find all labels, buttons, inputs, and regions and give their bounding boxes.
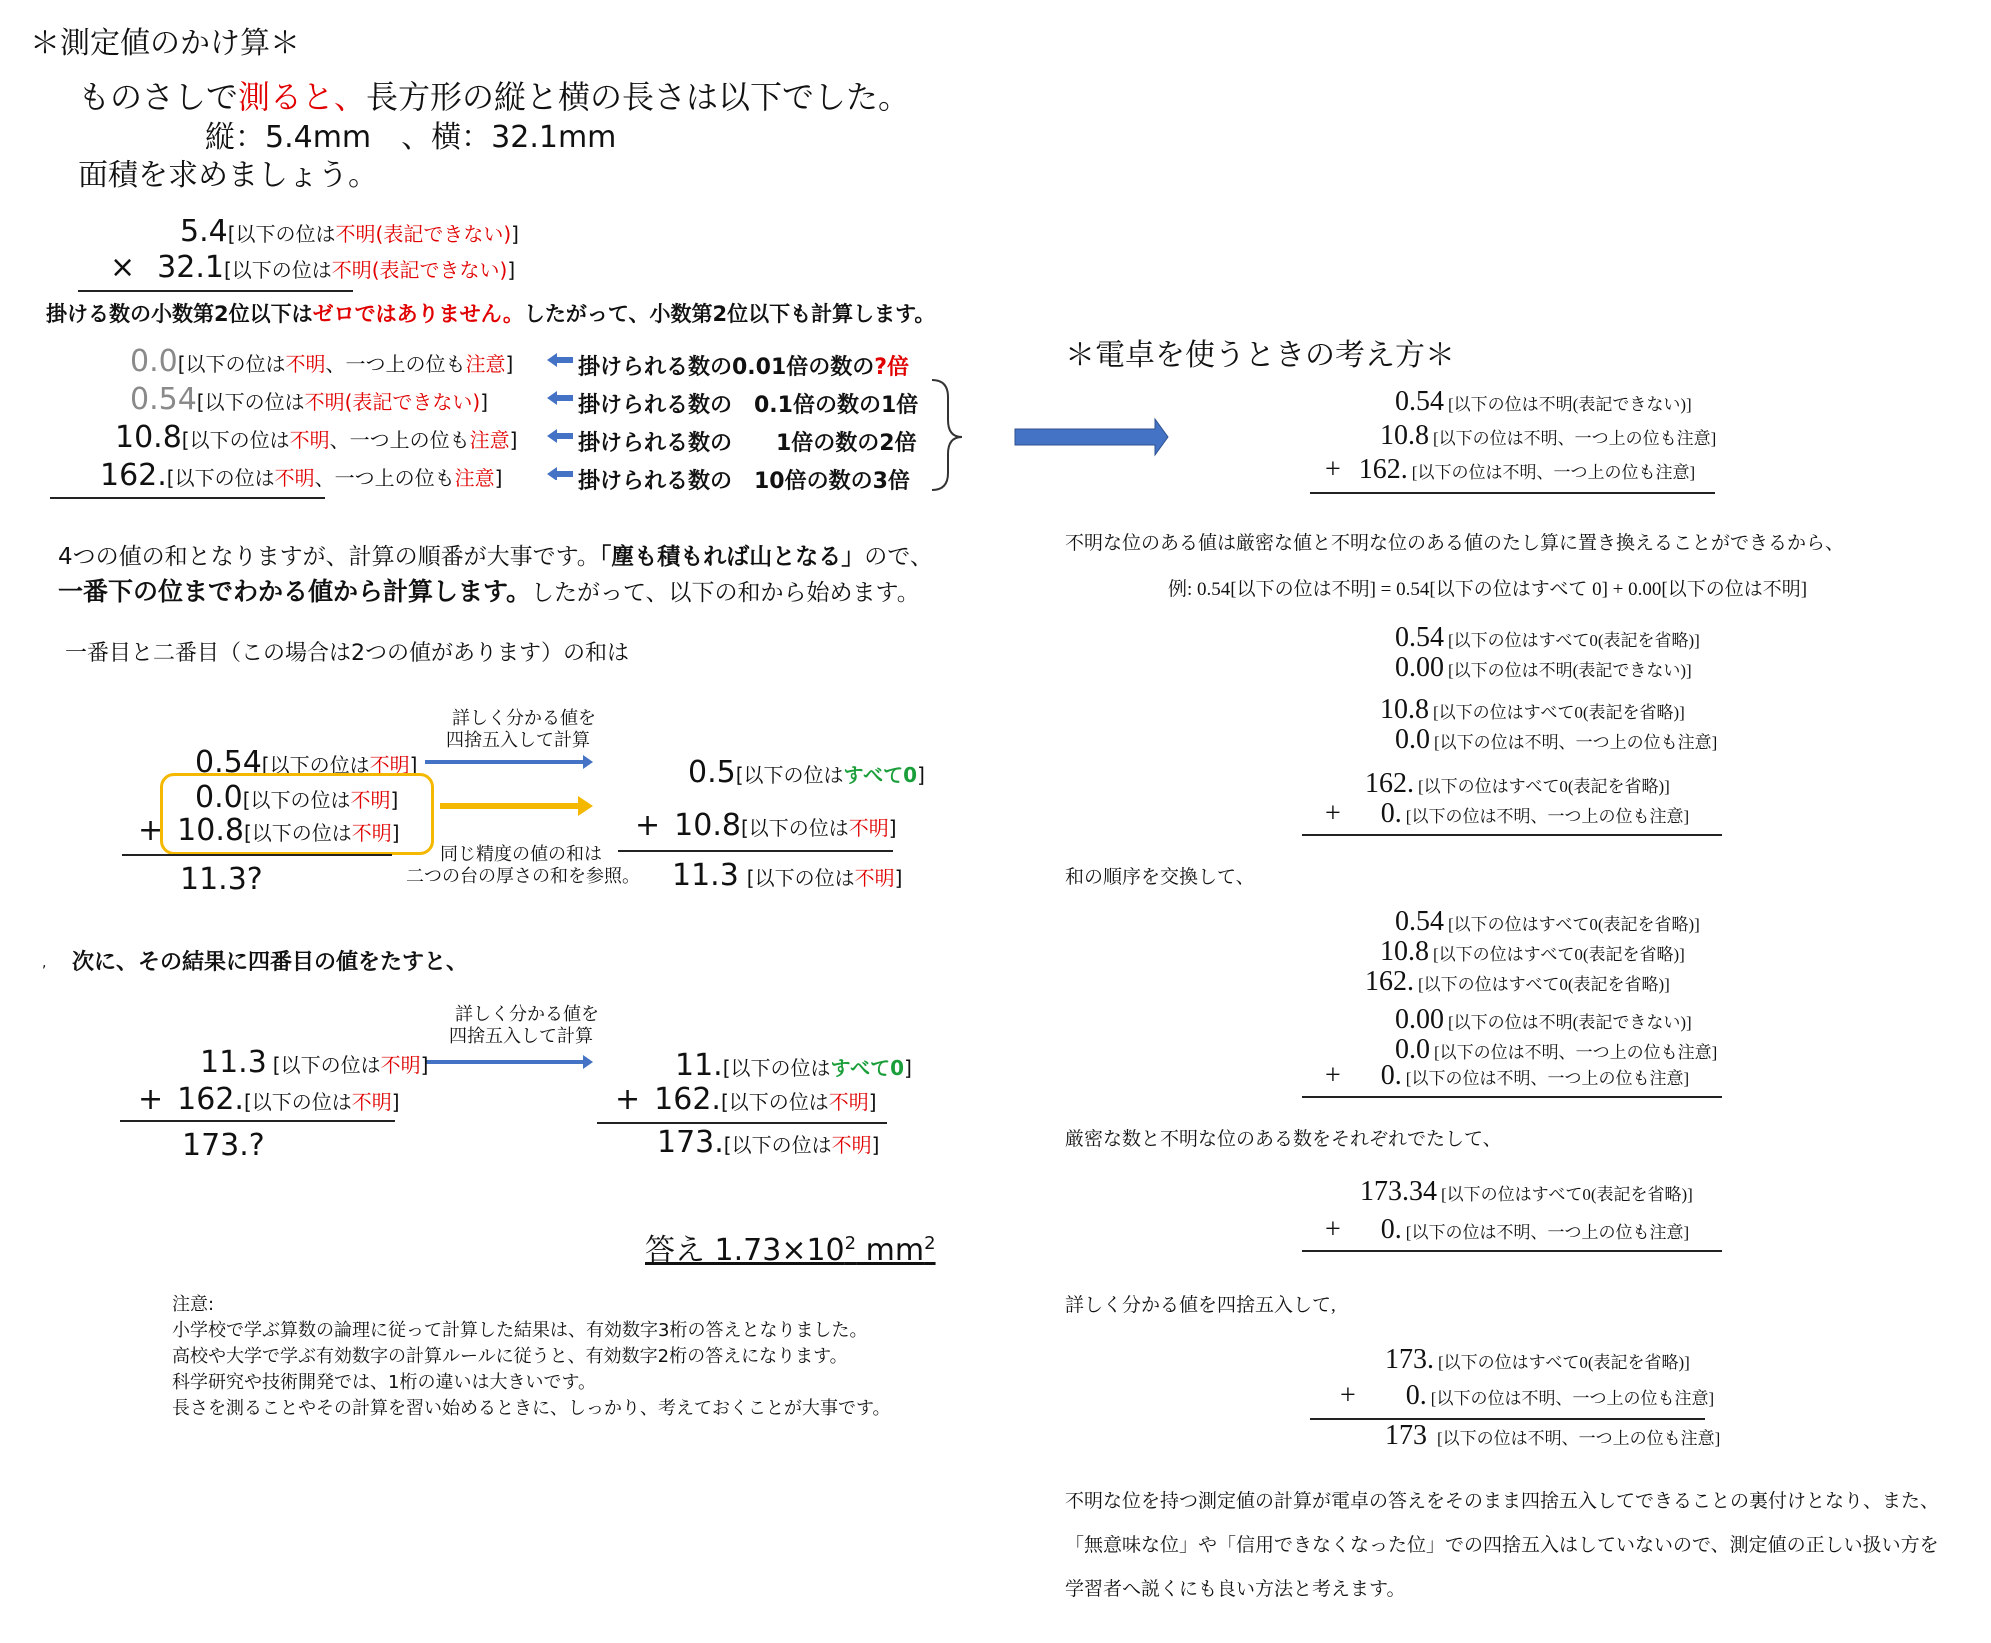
calc-row (1395, 1004, 1692, 1036)
calc-row (1325, 454, 1695, 486)
partial-desc: 掛けられる数の 10倍の数の3倍 (578, 469, 910, 494)
tag-post: ] (507, 258, 516, 282)
step1-r-rule (618, 850, 893, 852)
arrow-right-icon (425, 755, 593, 769)
step2-r-result (657, 1125, 879, 1160)
partials-rule (50, 497, 325, 499)
plus-op: + (1340, 1380, 1356, 1411)
conclusion-line: 不明な位を持つ測定値の計算が電卓の答えをそのまま四捨五入してできることの裏付けとなり、また、 (1065, 1491, 1940, 1512)
intro-line-2: 縦：5.4mm 、横：32.1mm (205, 120, 617, 155)
tag-red: 不明(表記できない) (304, 390, 481, 414)
step2-row-b (138, 1082, 400, 1117)
tag-pre: [以下の位は (723, 1133, 832, 1157)
calc-tag: [以下の位は不明、一つ上の位も注意] (1430, 1389, 1715, 1408)
tag-post: ] (871, 1133, 880, 1157)
arrow-right-icon (425, 1055, 593, 1069)
brace-icon (932, 380, 962, 490)
tag-red: 不明(表記できない) (331, 258, 508, 282)
tag-green: すべて0 (843, 763, 918, 787)
tag-green: すべて0 (830, 1056, 905, 1080)
calc-row (1395, 906, 1700, 938)
arrow1-label: 詳しく分かる値を (452, 708, 596, 729)
step2-result: 173.? (182, 1128, 265, 1163)
step2-r-a (675, 1048, 912, 1083)
left-bullet: , (42, 955, 47, 971)
tag-red: 不明 (848, 816, 889, 840)
calc-row (1380, 420, 1716, 452)
plus-op: + (1325, 798, 1341, 829)
desc-text: 掛けられる数の0.01倍の数の (578, 355, 875, 380)
tag-pre: [以下の位は (223, 258, 332, 282)
step-num: 162. (654, 1082, 721, 1117)
calc-tag: [以下の位は不明(表記できない)] (1448, 661, 1692, 680)
step-num: 11. (675, 1048, 723, 1083)
calc-tag: [以下の位はすべて0(表記を省略)] (1448, 631, 1700, 650)
step-num: 10.8 (177, 813, 244, 848)
arrow2-label: 二つの台の厚さの和を参照。 (406, 866, 640, 887)
mult-b: 32.1 (157, 250, 224, 285)
calc-row (1385, 1420, 1720, 1452)
calc-num: 0.0 (1395, 724, 1430, 755)
conclusion-line: 学習者へ説くにも良い方法と考えます。 (1065, 1579, 1406, 1600)
calc-row (1395, 724, 1717, 756)
tag-post: ] (509, 428, 518, 452)
calc-rule (1310, 492, 1715, 494)
arrow-left-icon (547, 429, 573, 443)
calc-num: 173. (1385, 1344, 1434, 1375)
partials-arrows (545, 350, 575, 480)
arrow1-label: 四捨五入して計算 (446, 730, 590, 751)
caution-block (172, 1292, 891, 1422)
intro-text: ものさしで (78, 78, 239, 116)
calc-row (1380, 936, 1685, 968)
tag-red: 不明 (274, 466, 315, 490)
calc-num: 0.00 (1395, 652, 1444, 683)
tag-pre: [以下の位は (177, 352, 286, 376)
tag-pre: [以下の位は (261, 753, 370, 777)
step2-r-rule (597, 1122, 887, 1124)
mult-row-b (110, 250, 515, 285)
calc-tag: [以下の位は不明、一つ上の位も注意] (1434, 733, 1718, 752)
calc-num: 0.0 (1395, 1034, 1430, 1065)
partial-num: 10.8 (115, 420, 182, 455)
answer-sup: 2 (924, 1233, 936, 1254)
intro-line-3: 面積を求めましょう。 (78, 158, 378, 193)
calc-num: 162. (1365, 768, 1414, 799)
partial-row (130, 382, 488, 417)
calc-row (1395, 386, 1692, 418)
tag-pre: [以下の位は (740, 816, 849, 840)
partial-num: 162. (100, 458, 167, 493)
tag-post: ] (904, 1056, 912, 1080)
tag-red: 不明 (351, 821, 392, 845)
step-num: 11.3 (200, 1045, 267, 1080)
calc-num: 10.8 (1380, 420, 1429, 451)
calc-row (1395, 652, 1692, 684)
tag-post: ] (480, 390, 489, 414)
note1-red: ゼロではありません。 (312, 302, 524, 326)
calc-row (1360, 1176, 1693, 1208)
calc-row (1325, 1214, 1689, 1246)
tag-pre: [以下の位は (166, 466, 275, 490)
calc-row (1380, 694, 1685, 726)
conclusion-line: 「無意味な位」や「信用できなくなった位」での四捨五入はしていないので、測定値の正しい扱い方を (1065, 1535, 1939, 1556)
partial-row (100, 458, 502, 493)
caution-line: 注意: (172, 1294, 215, 1315)
step-num: 173. (657, 1125, 724, 1160)
step-num: 162. (177, 1082, 244, 1117)
step2-row-a (200, 1045, 428, 1080)
partial-desc: 掛けられる数の 1倍の数の2倍 (578, 431, 917, 456)
arrow2-label: 同じ精度の値の和は (440, 844, 602, 865)
calc-tag: [以下の位は不明、一つ上の位も注意] (1411, 463, 1696, 482)
plus-op: + (1325, 454, 1341, 485)
tag-pre: [以下の位は (735, 763, 844, 787)
conclusion-block (1065, 1480, 1939, 1612)
calc-tag: [以下の位はすべて0(表記を省略)] (1441, 1185, 1693, 1204)
step-num: 0.5 (688, 755, 736, 790)
calc-tag: [以下の位はすべて0(表記を省略)] (1438, 1353, 1690, 1372)
calc-num: 0. (1380, 1214, 1402, 1245)
calc-rule (1302, 1250, 1722, 1252)
calc-num: 0. (1405, 1380, 1427, 1411)
arrow-left-icon (547, 467, 573, 480)
calc-tag: [以下の位は不明、一つ上の位も注意] (1437, 1429, 1721, 1448)
left-title: ＊測定値のかけ算＊ (30, 26, 300, 61)
arrow3-label: 詳しく分かる値を (455, 1004, 599, 1025)
arrow-right-icon (1015, 419, 1168, 455)
tag-red: 不明 (351, 1090, 392, 1114)
partial-row (115, 420, 517, 455)
calc-num: 0.54 (1395, 906, 1444, 937)
step1-r-result (672, 858, 902, 893)
calc-row (1365, 966, 1670, 998)
tag-mid: 、一つ上の位も (314, 466, 455, 490)
tag-red: 不明 (369, 753, 410, 777)
tag-post: ] (511, 222, 519, 246)
step2-arrow (425, 1052, 595, 1072)
answer-sup: 2 (844, 1233, 857, 1254)
caution-line: 長さを測ることやその計算を習い始めるときに、しっかり、考えておくことが大事です。 (172, 1398, 891, 1419)
partial-num: 0.54 (130, 382, 197, 417)
right-text: 不明な位のある値は厳密な値と不明な位のある値のたし算に置き換えることができるから、 (1065, 533, 1845, 554)
tag-post: ] (888, 816, 897, 840)
plus-op: + (1325, 1214, 1341, 1245)
tag-post: ] (391, 1090, 400, 1114)
tag-pre: [以下の位は (243, 1090, 352, 1114)
para-bold: 「塵も積もれば山となる」 (599, 544, 865, 570)
tag-post: ] (409, 753, 418, 777)
calc-num: 10.8 (1380, 936, 1429, 967)
step-num: 0.0 (195, 780, 243, 815)
mult-op: × (110, 250, 136, 285)
tag-red: 注意 (465, 352, 506, 376)
para2-line1 (58, 538, 933, 571)
tag-post: ] (494, 466, 503, 490)
tag-pre: [以下の位は (227, 222, 336, 246)
mult-rule (78, 290, 353, 292)
para-bold: 一番下の位までわかる値から計算します。 (58, 577, 532, 606)
calc-row (1325, 1060, 1689, 1092)
step2-title: 次に、その結果に四番目の値をたすと、 (72, 950, 469, 975)
tag-post: ] (390, 788, 399, 812)
right-text: 詳しく分かる値を四捨五入して, (1065, 1295, 1336, 1316)
partial-desc (578, 350, 909, 381)
tag-pre: [以下の位は (196, 390, 305, 414)
calc-num: 0.54 (1395, 622, 1444, 653)
step-num: 0.54 (195, 745, 262, 780)
intro-text: 長方形の縦と横の長さは以下でした。 (366, 78, 911, 116)
partial-row (130, 344, 513, 379)
arrow3-label: 四捨五入して計算 (449, 1026, 593, 1047)
tag-red: 不明 (828, 1090, 869, 1114)
calc-tag: [以下の位は不明、一つ上の位も注意] (1434, 1043, 1718, 1062)
note1 (46, 298, 935, 328)
partial-num: 0.0 (130, 344, 178, 379)
tag-pre: [以下の位は (722, 1056, 831, 1080)
tag-post: ] (868, 1090, 877, 1114)
calc-row (1325, 798, 1689, 830)
para-text: ので、 (864, 544, 933, 570)
calc-rule (1302, 1096, 1722, 1098)
calc-tag: [以下の位は不明、一つ上の位も注意] (1433, 429, 1717, 448)
tag-pre: [以下の位は (746, 866, 855, 890)
calc-num: 162. (1365, 966, 1414, 997)
plus-op: + (138, 813, 164, 848)
tag-red: 不明 (350, 788, 391, 812)
caution-line: 小学校で学ぶ算数の論理に従って計算した結果は、有効数字3桁の答えとなりました。 (172, 1320, 868, 1341)
plus-op: + (138, 1082, 164, 1117)
step-num: 10.8 (674, 808, 741, 843)
answer-text: 答え 1.73×10 (645, 1233, 845, 1268)
tag-pre: [以下の位は (720, 1090, 829, 1114)
right-text: 和の順序を交換して、 (1065, 867, 1255, 888)
step-num: 11.3 (672, 858, 739, 893)
tag-post: ] (894, 866, 903, 890)
calc-tag: [以下の位は不明(表記できない)] (1448, 1013, 1692, 1032)
step1-row-c (138, 813, 400, 848)
right-text: 厳密な数と不明な位のある数をそれぞれでたして、 (1065, 1129, 1502, 1150)
mult-a: 5.4 (180, 214, 228, 249)
tag-red: 不明 (854, 866, 895, 890)
tag-post: ] (505, 352, 514, 376)
tag-red: 注意 (454, 466, 495, 490)
calc-tag: [以下の位は不明(表記できない)] (1448, 395, 1692, 414)
answer (645, 1225, 936, 1269)
calc-tag: [以下の位は不明、一つ上の位も注意] (1405, 1223, 1690, 1242)
tag-mid: 、一つ上の位も (325, 352, 466, 376)
calc-num: 173 (1385, 1420, 1427, 1451)
tag-pre: [以下の位は (272, 1053, 381, 1077)
calc-rule (1302, 834, 1722, 836)
answer-text: mm (856, 1233, 925, 1268)
para-text: 4つの値の和となりますが、計算の順番が大事です。 (58, 544, 600, 570)
calc-num: 10.8 (1380, 694, 1429, 725)
step1-rule (122, 854, 392, 856)
calc-row (1385, 1344, 1690, 1376)
caution-line: 科学研究や技術開発では、1桁の違いは大きいです。 (172, 1372, 597, 1393)
calc-tag: [以下の位は不明、一つ上の位も注意] (1405, 807, 1690, 826)
calc-tag: [以下の位はすべて0(表記を省略)] (1418, 777, 1670, 796)
para2-line2 (58, 572, 920, 608)
calc-tag: [以下の位は不明、一つ上の位も注意] (1405, 1069, 1690, 1088)
tag-red: 不明 (831, 1133, 872, 1157)
right-example: 例: 0.54[以下の位は不明] = 0.54[以下の位はすべて 0] + 0.00[以下の位は不明] (1168, 579, 1808, 600)
calc-row (1395, 622, 1700, 654)
step2-r-b (615, 1082, 877, 1117)
step1-r-a (688, 755, 925, 790)
tag-red: 不明(表記できない) (335, 222, 512, 246)
tag-pre: [以下の位は (242, 788, 351, 812)
calc-tag: [以下の位はすべて0(表記を省略)] (1433, 703, 1685, 722)
step1-r-b (635, 808, 897, 843)
partial-desc: 掛けられる数の 0.1倍の数の1倍 (578, 393, 919, 418)
tag-red: 不明 (285, 352, 326, 376)
calc-tag: [以下の位はすべて0(表記を省略)] (1418, 975, 1670, 994)
caution-line: 高校や大学で学ぶ有効数字の計算ルールに従うと、有効数字2桁の答えになります。 (172, 1346, 848, 1367)
calc-num: 162. (1358, 454, 1408, 485)
arrow-left-icon (547, 353, 573, 367)
calc-row (1340, 1380, 1714, 1412)
tag-post: ] (917, 763, 925, 787)
calc-num: 0.00 (1395, 1004, 1444, 1035)
tag-pre: [以下の位は (243, 821, 352, 845)
tag-mid: 、一つ上の位も (329, 428, 470, 452)
mult-row-a (180, 214, 519, 249)
plus-op: + (615, 1082, 641, 1117)
calc-num: 173.34 (1360, 1176, 1437, 1207)
calc-tag: [以下の位はすべて0(表記を省略)] (1448, 915, 1700, 934)
desc-red: ?倍 (874, 355, 910, 380)
tag-red: 注意 (469, 428, 510, 452)
note1-text: 掛ける数の小数第2位以下は (46, 302, 313, 326)
brace-arrow (930, 375, 1170, 495)
step1-result: 11.3? (180, 862, 263, 897)
tag-pre: [以下の位は (181, 428, 290, 452)
plus-op: + (1325, 1060, 1341, 1091)
tag-red: 不明 (289, 428, 330, 452)
intro-red: 測ると、 (238, 78, 367, 116)
tag-post: ] (420, 1053, 429, 1077)
para-text: したがって、以下の和から始めます。 (531, 580, 920, 606)
calc-num: 0.54 (1395, 386, 1444, 417)
calc-num: 0. (1380, 798, 1402, 829)
tag-red: 不明 (380, 1053, 421, 1077)
step1-title: 一番目と二番目（この場合は2つの値があります）の和は (65, 641, 629, 666)
step2-rule (120, 1120, 395, 1122)
arrow-right-icon (440, 796, 593, 816)
arrow-left-icon (547, 391, 573, 405)
tag-post: ] (391, 821, 400, 845)
step1-arrows (425, 752, 595, 822)
plus-op: + (635, 808, 661, 843)
calc-num: 0. (1380, 1060, 1402, 1091)
step1-row-b (195, 780, 398, 815)
note1-text: したがって、小数第2位以下も計算します。 (523, 302, 936, 326)
calc-tag: [以下の位はすべて0(表記を省略)] (1433, 945, 1685, 964)
calc-row (1365, 768, 1670, 800)
right-title: ＊電卓を使うときの考え方＊ (1065, 338, 1455, 373)
